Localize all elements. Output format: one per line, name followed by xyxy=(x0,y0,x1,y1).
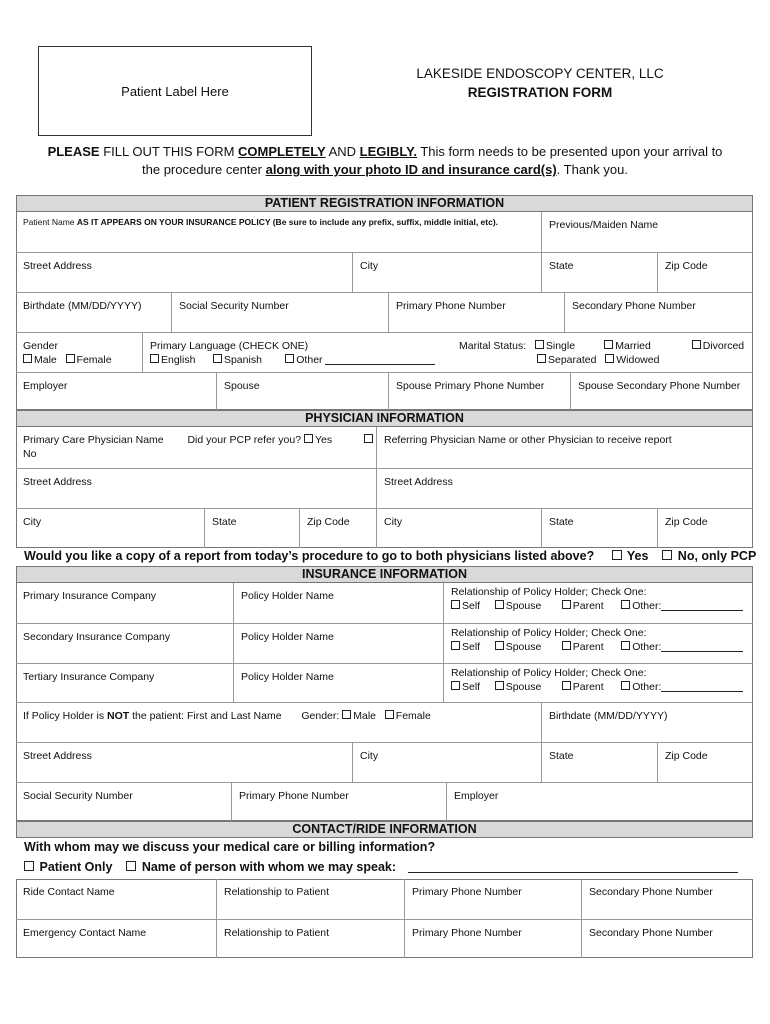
secondary-holder-label: Policy Holder Name xyxy=(241,631,334,643)
instructions xyxy=(30,143,740,179)
tertiary-spouse-label: Spouse xyxy=(505,681,542,693)
holder-male-checkbox[interactable] xyxy=(342,710,351,719)
ride-contact-row xyxy=(16,879,753,919)
holder-address-row xyxy=(16,742,753,782)
secondary-relationship-label: Relationship of Policy Holder; Check One: xyxy=(451,627,647,639)
secondary-self-label: Self xyxy=(462,641,481,653)
ssn-label: Social Security Number xyxy=(179,300,289,312)
secondary-parent-label: Parent xyxy=(572,641,604,653)
patient-only-checkbox[interactable] xyxy=(24,861,34,871)
primary-insurance-field[interactable] xyxy=(16,583,233,623)
english-label: English xyxy=(161,354,196,366)
primary-holder-label: Policy Holder Name xyxy=(241,590,334,602)
secondary-phone-field[interactable] xyxy=(564,293,753,332)
gender-label: Gender xyxy=(23,340,59,352)
referring-physician-field[interactable] xyxy=(376,427,753,468)
insurance-section-title: INSURANCE INFORMATION xyxy=(16,566,753,583)
instr-please: PLEASE xyxy=(47,144,100,159)
secondary-self-checkbox[interactable] xyxy=(451,641,460,650)
patient-name-field[interactable] xyxy=(16,212,541,252)
patient-name-note: AS IT APPEARS ON YOUR INSURANCE POLICY (Be sure to include any prefix, suffix, middle initial, etc). xyxy=(76,217,499,227)
secondary-insurance-label: Secondary Insurance Company xyxy=(23,631,171,643)
spanish-checkbox[interactable] xyxy=(213,354,222,363)
primary-self-checkbox[interactable] xyxy=(451,600,460,609)
primary-insurance-row xyxy=(16,583,753,623)
referring-city-field[interactable] xyxy=(376,509,541,548)
tertiary-other-line[interactable] xyxy=(661,691,743,692)
ride-secondary-phone-field[interactable] xyxy=(581,879,753,919)
holder-city-field[interactable] xyxy=(352,743,541,782)
other-language-checkbox[interactable] xyxy=(285,354,294,363)
instr-text-1: FILL OUT THIS FORM xyxy=(99,144,239,159)
holder-city-label: City xyxy=(360,750,379,762)
pcp-state-field[interactable] xyxy=(204,509,299,548)
holder-ssn-field[interactable] xyxy=(16,783,231,821)
referring-state-label: State xyxy=(549,516,574,528)
holder-employer-label: Employer xyxy=(454,790,499,802)
gender-group xyxy=(16,333,142,372)
primary-phone-field[interactable] xyxy=(388,293,564,332)
holder-not-patient-label-c: the patient: First and Last Name xyxy=(129,710,282,722)
spouse-primary-phone-label: Spouse Primary Phone Number xyxy=(396,380,545,392)
employment-row xyxy=(16,372,753,410)
primary-holder-field[interactable] xyxy=(233,583,443,623)
patient-only-label: Patient Only xyxy=(39,860,113,874)
pcp-field[interactable] xyxy=(16,427,376,468)
ride-relationship-label: Relationship to Patient xyxy=(224,886,330,898)
report-copy-yes-label: Yes xyxy=(626,549,649,563)
tertiary-spouse-checkbox[interactable] xyxy=(495,681,504,690)
language-label: Primary Language (CHECK ONE) xyxy=(150,340,309,352)
primary-parent-label: Parent xyxy=(572,600,604,612)
divorced-checkbox[interactable] xyxy=(692,340,701,349)
ride-secondary-phone-label: Secondary Phone Number xyxy=(589,886,713,898)
referring-city-label: City xyxy=(384,516,403,528)
city-label: City xyxy=(360,260,379,272)
ride-contact-label: Ride Contact Name xyxy=(23,886,115,898)
report-copy-label: Would you like a copy of a report from today’s procedure to go to both physicians listed above? xyxy=(24,549,595,563)
pcp-zip-field[interactable] xyxy=(299,509,376,548)
discuss-question: With whom may we discuss your medical care or billing information? xyxy=(24,840,436,854)
report-copy-question xyxy=(24,549,756,563)
english-checkbox[interactable] xyxy=(150,354,159,363)
language-group xyxy=(142,333,452,372)
instr-legibly: LEGIBLY. xyxy=(359,144,417,159)
emergency-contact-label: Emergency Contact Name xyxy=(23,927,147,939)
holder-gender-label: Gender: xyxy=(301,710,340,722)
widowed-label: Widowed xyxy=(616,354,660,366)
emergency-primary-phone-label: Primary Phone Number xyxy=(412,927,522,939)
tertiary-parent-checkbox[interactable] xyxy=(562,681,571,690)
emergency-primary-phone-field[interactable] xyxy=(404,920,581,958)
holder-birthdate-field[interactable] xyxy=(541,703,753,742)
name-person-line[interactable] xyxy=(408,872,738,873)
divorced-label: Divorced xyxy=(702,340,745,352)
male-checkbox[interactable] xyxy=(23,354,32,363)
primary-insurance-label: Primary Insurance Company xyxy=(23,590,157,602)
instr-text-2: This form needs to be presented upon your arrival to xyxy=(416,144,723,159)
referring-state-field[interactable] xyxy=(541,509,657,548)
pcp-refer-label: Did your PCP refer you? xyxy=(187,434,302,446)
emergency-secondary-phone-field[interactable] xyxy=(581,920,753,958)
physician-section-title: PHYSICIAN INFORMATION xyxy=(16,410,753,427)
holder-female-label: Female xyxy=(395,710,431,722)
holder-ssn-label: Social Security Number xyxy=(23,790,133,802)
ride-contact-field[interactable] xyxy=(16,879,216,919)
marital-label: Marital Status: xyxy=(459,340,527,352)
other-language-line[interactable] xyxy=(325,364,435,365)
emergency-secondary-phone-label: Secondary Phone Number xyxy=(589,927,713,939)
holder-zip-label: Zip Code xyxy=(665,750,708,762)
patient-label-box xyxy=(38,46,312,136)
patient-street-field[interactable] xyxy=(16,253,352,292)
secondary-parent-checkbox[interactable] xyxy=(562,641,571,650)
spouse-field[interactable] xyxy=(216,373,388,410)
ride-primary-phone-field[interactable] xyxy=(404,879,581,919)
name-person-label: Name of person with whom we may speak: xyxy=(141,860,397,874)
holder-street-field[interactable] xyxy=(16,743,352,782)
holder-male-label: Male xyxy=(353,710,377,722)
pcp-row xyxy=(16,427,753,468)
tertiary-relationship-group xyxy=(443,664,753,702)
holder-state-field[interactable] xyxy=(541,743,657,782)
tertiary-other-checkbox[interactable] xyxy=(621,681,630,690)
referring-zip-field[interactable] xyxy=(657,509,753,548)
tertiary-self-checkbox[interactable] xyxy=(451,681,460,690)
pcp-state-label: State xyxy=(212,516,237,528)
secondary-insurance-row xyxy=(16,623,753,663)
single-checkbox[interactable] xyxy=(535,340,544,349)
tertiary-holder-label: Policy Holder Name xyxy=(241,671,334,683)
zip-label: Zip Code xyxy=(665,260,708,272)
spouse-primary-phone-field[interactable] xyxy=(388,373,570,410)
state-label: State xyxy=(549,260,574,272)
primary-other-checkbox[interactable] xyxy=(621,600,630,609)
primary-self-label: Self xyxy=(462,600,481,612)
primary-phone-label: Primary Phone Number xyxy=(396,300,506,312)
patient-address-row xyxy=(16,252,753,292)
other-language-label: Other xyxy=(296,354,323,366)
holder-not-patient-emphasis: NOT xyxy=(107,710,130,722)
spouse-secondary-phone-field[interactable] xyxy=(570,373,753,410)
spouse-label: Spouse xyxy=(224,380,260,392)
birthdate-field[interactable] xyxy=(16,293,171,332)
primary-spouse-label: Spouse xyxy=(505,600,542,612)
patient-id-row xyxy=(16,292,753,332)
patient-state-field[interactable] xyxy=(541,253,657,292)
maiden-name-field[interactable] xyxy=(541,212,753,252)
street-label: Street Address xyxy=(23,260,92,272)
name-person-checkbox[interactable] xyxy=(126,861,136,871)
secondary-spouse-label: Spouse xyxy=(505,641,542,653)
emergency-relationship-field[interactable] xyxy=(216,920,404,958)
ride-primary-phone-label: Primary Phone Number xyxy=(412,886,522,898)
secondary-holder-field[interactable] xyxy=(233,624,443,663)
instr-photo-id: along with your photo ID and insurance card(s) xyxy=(265,162,557,177)
holder-female-checkbox[interactable] xyxy=(385,710,394,719)
tertiary-relationship-label: Relationship of Policy Holder; Check One: xyxy=(451,667,647,679)
spouse-secondary-phone-label: Spouse Secondary Phone Number xyxy=(578,380,741,392)
pcp-zip-label: Zip Code xyxy=(307,516,350,528)
contact-section-title: CONTACT/RIDE INFORMATION xyxy=(16,821,753,838)
emergency-contact-field[interactable] xyxy=(16,920,216,958)
spanish-label: Spanish xyxy=(223,354,262,366)
patient-zip-field[interactable] xyxy=(657,253,753,292)
holder-employer-field[interactable] xyxy=(446,783,753,821)
report-copy-no-label: No, only PCP xyxy=(677,549,757,563)
tertiary-insurance-label: Tertiary Insurance Company xyxy=(23,671,155,683)
holder-name-row xyxy=(16,702,753,742)
physician-city-row xyxy=(16,508,753,548)
instr-completely: COMPLETELY xyxy=(238,144,326,159)
pcp-refer-yes-label: Yes xyxy=(315,434,333,446)
patient-label-text: Patient Label Here xyxy=(121,83,229,99)
pcp-city-label: City xyxy=(23,516,42,528)
patient-name-label: Patient Name xyxy=(23,217,77,227)
birthdate-label: Birthdate (MM/DD/YYYY) xyxy=(23,300,142,312)
referring-physician-label: Referring Physician Name or other Physician to receive report xyxy=(384,434,672,446)
holder-name-field[interactable] xyxy=(16,703,541,742)
center-name: LAKESIDE ENDOSCOPY CENTER, LLC xyxy=(416,66,664,81)
separated-checkbox[interactable] xyxy=(537,354,546,363)
pcp-city-field[interactable] xyxy=(16,509,204,548)
pcp-label: Primary Care Physician Name xyxy=(23,434,164,446)
primary-relationship-group xyxy=(443,583,753,623)
ride-relationship-field[interactable] xyxy=(216,879,404,919)
referring-zip-label: Zip Code xyxy=(665,516,708,528)
secondary-other-line[interactable] xyxy=(661,651,743,652)
referring-street-label: Street Address xyxy=(384,476,453,488)
patient-city-field[interactable] xyxy=(352,253,541,292)
emergency-relationship-label: Relationship to Patient xyxy=(224,927,330,939)
discuss-options xyxy=(24,860,738,874)
male-label: Male xyxy=(34,354,57,366)
widowed-checkbox[interactable] xyxy=(605,354,614,363)
pcp-street-field[interactable] xyxy=(16,469,376,508)
report-copy-no-checkbox[interactable] xyxy=(662,550,672,560)
pcp-street-label: Street Address xyxy=(23,476,92,488)
tertiary-parent-label: Parent xyxy=(572,681,604,693)
primary-other-line[interactable] xyxy=(661,610,743,611)
patient-name-row xyxy=(16,212,753,252)
female-checkbox[interactable] xyxy=(66,354,75,363)
holder-phone-label: Primary Phone Number xyxy=(239,790,349,802)
pcp-refer-no-label: No xyxy=(23,448,37,460)
report-copy-yes-checkbox[interactable] xyxy=(612,550,622,560)
female-label: Female xyxy=(76,354,112,366)
secondary-relationship-group xyxy=(443,624,753,663)
secondary-phone-label: Secondary Phone Number xyxy=(572,300,696,312)
ssn-field[interactable] xyxy=(171,293,388,332)
married-label: Married xyxy=(615,340,651,352)
emergency-contact-row xyxy=(16,919,753,958)
tertiary-holder-field[interactable] xyxy=(233,664,443,702)
employer-label: Employer xyxy=(23,380,68,392)
primary-spouse-checkbox[interactable] xyxy=(495,600,504,609)
referring-street-field[interactable] xyxy=(376,469,753,508)
tertiary-insurance-field[interactable] xyxy=(16,664,233,702)
secondary-spouse-checkbox[interactable] xyxy=(495,641,504,650)
pcp-refer-yes-checkbox[interactable] xyxy=(304,434,313,443)
holder-phone-field[interactable] xyxy=(231,783,446,821)
holder-state-label: State xyxy=(549,750,574,762)
tertiary-self-label: Self xyxy=(462,681,481,693)
secondary-other-checkbox[interactable] xyxy=(621,641,630,650)
employer-field[interactable] xyxy=(16,373,216,410)
pcp-refer-no-checkbox[interactable] xyxy=(364,434,373,443)
primary-relationship-label: Relationship of Policy Holder; Check One: xyxy=(451,586,647,598)
holder-id-row xyxy=(16,782,753,821)
tertiary-other-label: Other: xyxy=(632,681,662,693)
patient-section-title: PATIENT REGISTRATION INFORMATION xyxy=(16,195,753,212)
separated-label: Separated xyxy=(548,354,597,366)
primary-other-label: Other: xyxy=(632,600,662,612)
instr-and: AND xyxy=(325,144,360,159)
holder-street-label: Street Address xyxy=(23,750,92,762)
form-title: REGISTRATION FORM xyxy=(467,85,613,100)
holder-zip-field[interactable] xyxy=(657,743,753,782)
maiden-name-label: Previous/Maiden Name xyxy=(549,219,659,231)
tertiary-insurance-row xyxy=(16,663,753,702)
primary-parent-checkbox[interactable] xyxy=(562,600,571,609)
secondary-insurance-field[interactable] xyxy=(16,624,233,663)
holder-birthdate-label: Birthdate (MM/DD/YYYY) xyxy=(549,710,668,722)
secondary-other-label: Other: xyxy=(632,641,662,653)
married-checkbox[interactable] xyxy=(604,340,613,349)
instr-text-4: . Thank you. xyxy=(556,162,628,177)
physician-street-row xyxy=(16,468,753,508)
marital-group xyxy=(452,333,753,372)
single-label: Single xyxy=(545,340,576,352)
holder-not-patient-label-a: If Policy Holder is xyxy=(23,710,108,722)
patient-demographics-row xyxy=(16,332,753,372)
instr-text-3: the procedure center xyxy=(142,162,266,177)
